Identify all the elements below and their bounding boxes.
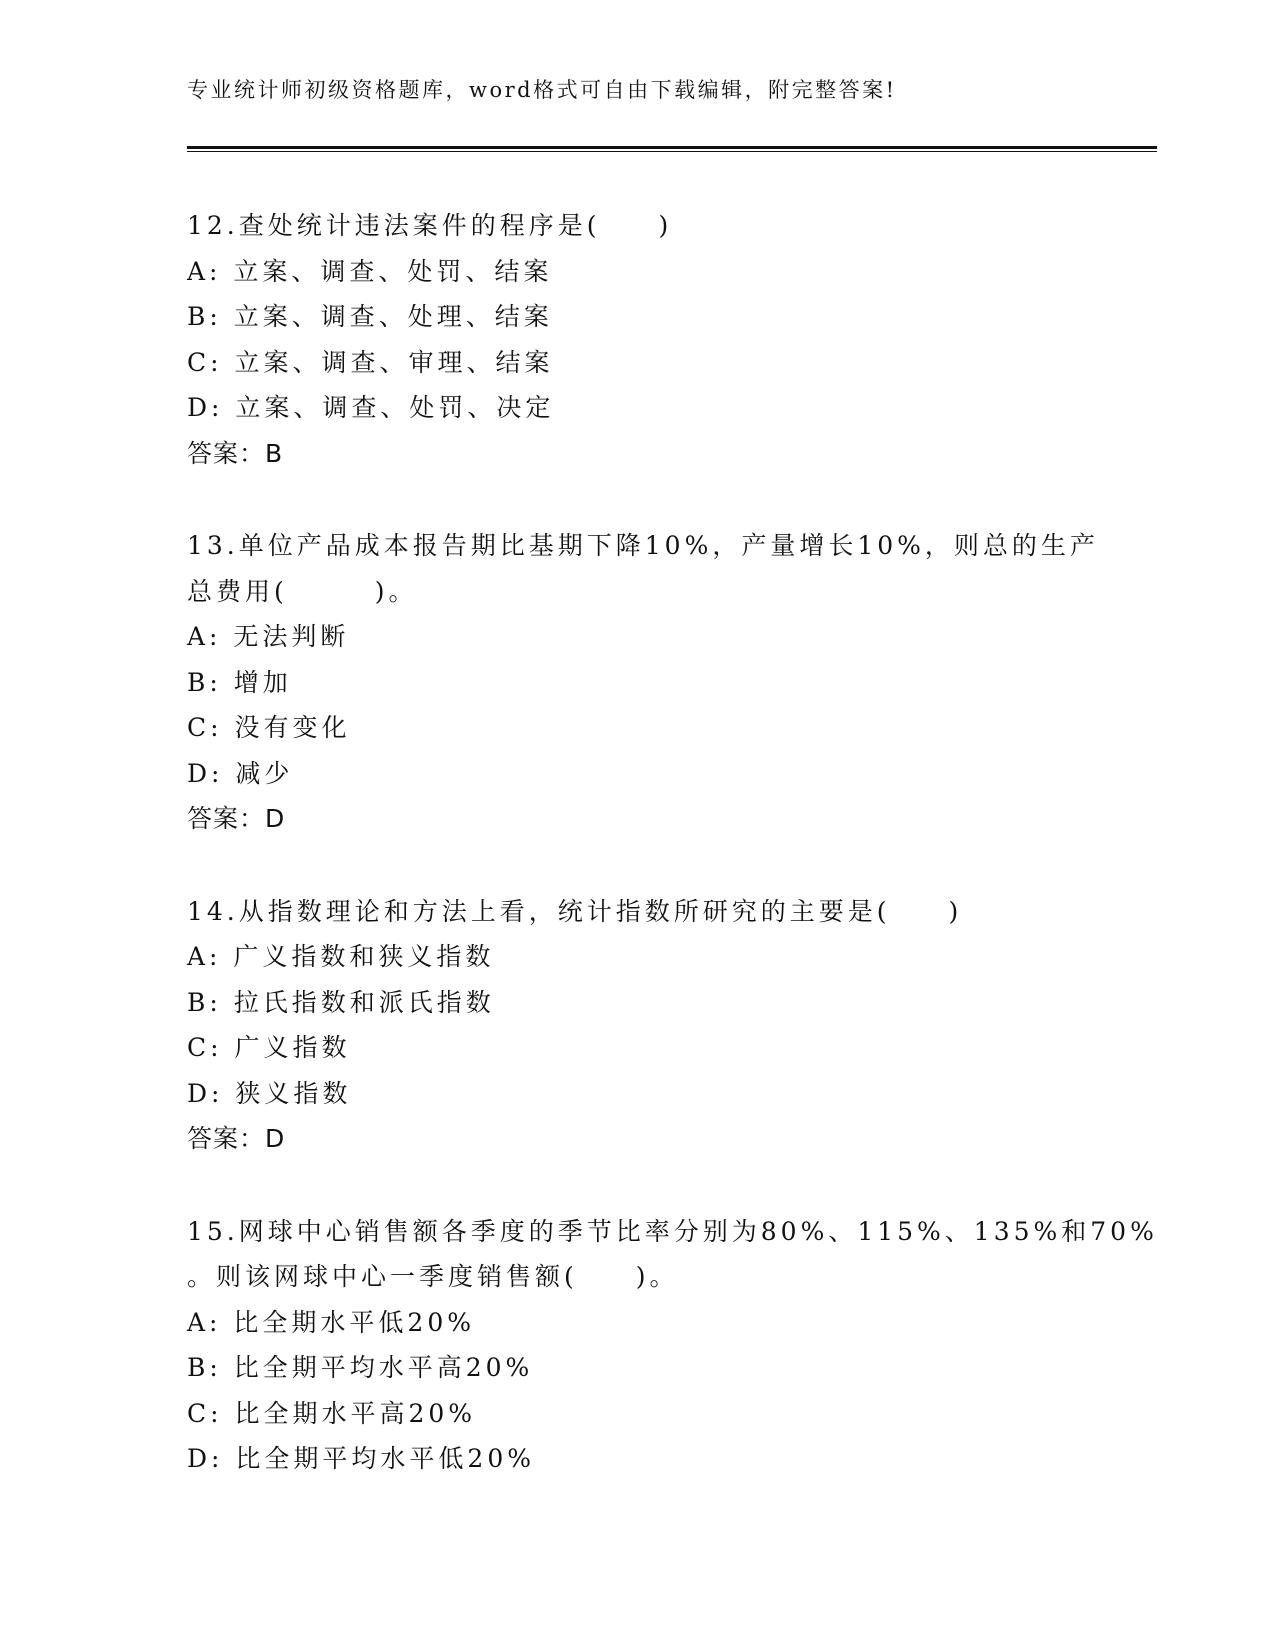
question-stem: 15.网球中心销售额各季度的季节比率分别为80%、115%、135%和70% — [187, 1216, 1158, 1246]
answer-line: 答案：B — [187, 438, 284, 468]
question-stem: 12.查处统计违法案件的程序是( ) — [187, 211, 673, 240]
question-13 — [187, 523, 1099, 842]
option-d: D: 立案、调查、处罚、决定 — [187, 393, 555, 422]
question-stem-continued: 总费用( )。 — [187, 576, 418, 606]
question-list — [187, 203, 1158, 1529]
header-rule-thin — [187, 151, 1157, 152]
page-header: 专业统计师初级资格题库，word格式可自由下载编辑，附完整答案! — [187, 78, 897, 102]
answer-line: 答案：D — [187, 804, 286, 833]
option-a: A: 立案、调查、处罚、结案 — [187, 256, 553, 286]
question-stem: 14.从指数理论和方法上看，统计指数所研究的主要是( ) — [187, 896, 963, 926]
option-a: A: 广义指数和狭义指数 — [187, 942, 495, 971]
option-c: C: 广义指数 — [187, 1033, 351, 1062]
answer-line: 答案：D — [187, 1124, 286, 1153]
option-a: A: 比全期水平低20% — [187, 1307, 475, 1337]
question-stem: 13.单位产品成本报告期比基期下降10%，产量增长10%，则总的生产 — [187, 531, 1099, 560]
question-14 — [187, 889, 1067, 1162]
question-12 — [187, 203, 1067, 476]
option-d: D: 狭义指数 — [187, 1078, 352, 1108]
option-a: A: 无法判断 — [187, 622, 350, 651]
question-stem-continued: 。则该网球中心一季度销售额( )。 — [187, 1262, 679, 1291]
option-d: D: 比全期平均水平低20% — [187, 1444, 535, 1473]
option-b: B: 比全期平均水平高20% — [187, 1353, 534, 1382]
option-d: D: 减少 — [187, 758, 294, 788]
option-b: B: 立案、调查、处理、结案 — [187, 302, 553, 331]
option-c: C: 比全期水平高20% — [187, 1398, 477, 1428]
option-c: C: 没有变化 — [187, 713, 351, 742]
option-b: B: 增加 — [187, 667, 292, 697]
question-15 — [187, 1209, 1158, 1482]
header-rule-thick — [187, 146, 1157, 149]
option-c: C: 立案、调查、审理、结案 — [187, 347, 554, 377]
option-b: B: 拉氏指数和派氏指数 — [187, 987, 495, 1017]
